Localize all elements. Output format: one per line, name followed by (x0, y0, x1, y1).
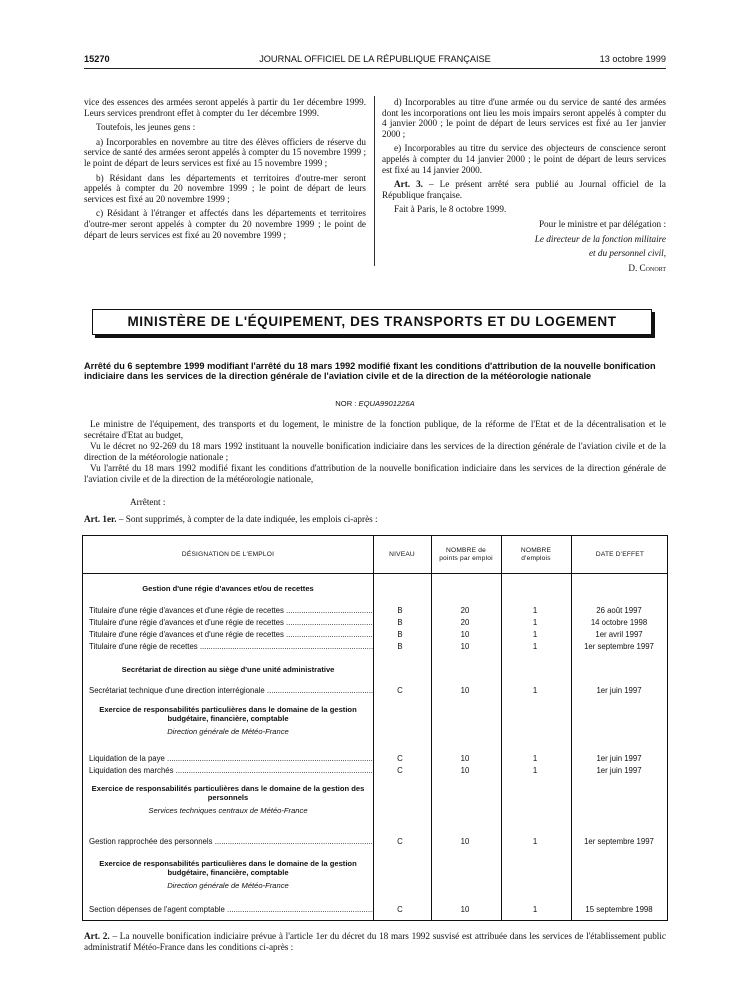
article-text: – Sont supprimés, à compter de la date indiquée, les emplois ci-après : (116, 514, 378, 524)
header-rule (84, 68, 666, 69)
cell-date: 14 octobre 1998 (590, 618, 648, 627)
cell-designation: Section dépenses de l'agent comptable ..... (89, 904, 374, 916)
paragraph: vice des essences des armées seront appelés à partir du 1er décembre 1999. Leurs services prendront effet à compter du 1er décembre 1999. (84, 97, 366, 118)
cell-count: 1 (532, 686, 538, 695)
article-label: Art. 1er. (84, 514, 117, 524)
section-title: Exercice de responsabilités particulières dans le domaine de la gestion des personnels (91, 784, 365, 803)
cell-level: B (397, 606, 403, 615)
col-header-date: DATE D'EFFET (595, 550, 645, 558)
signatory-name: D. Conort (628, 262, 666, 273)
column-rule (571, 536, 572, 920)
ministry-banner: MINISTÈRE DE L'ÉQUIPEMENT, DES TRANSPORTS ET DU LOGEMENT (92, 309, 652, 335)
cell-count: 1 (532, 837, 538, 846)
article-1 (84, 514, 378, 524)
article-3 (382, 179, 666, 200)
col-header-points: NOMBRE de points par emploi (439, 547, 493, 562)
nor-reference (84, 399, 666, 408)
table-row (83, 641, 669, 653)
section-heading (83, 859, 373, 890)
cell-count: 1 (532, 630, 538, 639)
right-column (382, 97, 666, 277)
cell-points: 10 (460, 905, 470, 914)
table-row (83, 685, 669, 697)
table-row (83, 765, 669, 777)
cell-level: B (397, 618, 403, 627)
section-heading (83, 584, 373, 593)
cell-designation: Titulaire d'une régie d'avances et d'une régie de recettes ..... (89, 629, 374, 641)
cell-count: 1 (532, 606, 538, 615)
column-rule (373, 536, 374, 920)
cell-points: 20 (460, 618, 470, 627)
col-header-level: NIVEAU (389, 550, 415, 558)
article-label: Art. 3. (394, 179, 423, 190)
table-row (83, 904, 669, 916)
signature-line: et du personnel civil, (588, 248, 666, 259)
preamble (84, 419, 666, 486)
nor-code: EQUA9901226A (358, 399, 415, 408)
section-heading (83, 784, 373, 815)
cell-level: C (397, 905, 403, 914)
cell-points: 10 (460, 837, 470, 846)
positions-table (82, 535, 668, 921)
cell-points: 10 (460, 642, 470, 651)
signature-line: Le directeur de la fonction militaire (534, 233, 666, 244)
table-row (83, 753, 669, 765)
section-subtitle: Direction générale de Météo-France (167, 880, 289, 890)
paragraph: Vu l'arrêté du 18 mars 1992 modifié fixant les conditions d'attribution de la nouvelle bonification indiciaire dans les services de la direction générale de l'aviation civile et de la direction de la météorologie nationale, (84, 463, 666, 484)
cell-level: C (397, 766, 403, 775)
cell-count: 1 (532, 754, 538, 763)
cell-level: B (397, 642, 403, 651)
col-header-count: NOMBRE d'emplois (520, 547, 552, 562)
paragraph: a) Incorporables en novembre au titre des élèves officiers de réserve du service de santé des armées seront appelés à compter du 15 novembre 1999 ; le point de départ de leurs services est fixé au 15 novembre 1999 ; (84, 136, 366, 168)
col-header-designation: DÉSIGNATION DE L'EMPLOI (181, 550, 275, 558)
table-row (83, 605, 669, 617)
cell-designation: Titulaire d'une régie de recettes ..... (89, 641, 374, 653)
article-text: – La nouvelle bonification indiciaire prévue à l'article 1er du décret du 18 mars 1992 susvisé est attribuée dans les services de l'établissement public administratif Météo-France dans les conditions ci-après : (84, 931, 666, 952)
cell-date: 15 septembre 1998 (585, 905, 653, 914)
cell-date: 1er septembre 1997 (584, 642, 654, 651)
paragraph: Le ministre de l'équipement, des transports et du logement, le ministre de la fonction publique, de la réforme de l'Etat et de la décentralisation et le secrétaire d'Etat au budget, (84, 419, 666, 440)
cell-designation: Gestion rapprochée des personnels ..... (89, 836, 374, 848)
arretent: Arrêtent : (130, 497, 166, 507)
paragraph: d) Incorporables au titre d'une armée ou du service de santé des armées dont les incorporations ont lieu les mois impairs seront appelés à compter du 4 janvier 2000 ; le point de départ de leurs services est fixé au 1er janvier 2000 ; (382, 97, 666, 139)
column-rule (431, 536, 432, 920)
paragraph: b) Résidant dans les départements et territoires d'outre-mer seront appelés à compter du 20 novembre 1999 ; le point de départ de leurs services est fixé au 20 novembre 1999 ; (84, 172, 366, 204)
paragraph: c) Résidant à l'étranger et affectés dans les départements et territoires d'outre-mer seront appelés à compter du 20 novembre 1999 ; le point de départ de leurs services est fixé au 20 novembre 1999 ; (84, 208, 366, 240)
cell-date: 1er juin 1997 (596, 754, 642, 763)
cell-designation: Liquidation des marchés ..... (89, 765, 374, 777)
page-number: 15270 (84, 54, 110, 64)
section-title: Exercice de responsabilités particulières dans le domaine de la gestion budgétaire, financière, comptable (99, 859, 357, 878)
paragraph: Vu le décret no 92-269 du 18 mars 1992 instituant la nouvelle bonification indiciaire dans les services de la direction générale de l'aviation civile et de la direction de la météorologie nationale ; (84, 441, 666, 462)
cell-points: 10 (460, 630, 470, 639)
table-row (83, 617, 669, 629)
article-label: Art. 2. (84, 931, 110, 941)
issue-date: 13 octobre 1999 (599, 54, 666, 64)
section-subtitle: Direction générale de Météo-France (167, 726, 289, 736)
left-column (84, 97, 366, 244)
cell-level: B (397, 630, 403, 639)
cell-points: 20 (460, 606, 470, 615)
cell-count: 1 (532, 618, 538, 627)
cell-designation: Secrétariat technique d'une direction interrégionale ..... (89, 685, 374, 697)
cell-count: 1 (532, 766, 538, 775)
table-row (83, 836, 669, 848)
cell-level: C (397, 837, 403, 846)
cell-points: 10 (460, 686, 470, 695)
cell-points: 10 (460, 766, 470, 775)
nor-label: NOR : (335, 399, 357, 408)
paragraph: Toutefois, les jeunes gens : (96, 122, 196, 133)
cell-count: 1 (532, 642, 538, 651)
paragraph: e) Incorporables au titre du service des objecteurs de conscience seront appelés à compter du 14 janvier 2000 ; le point de départ de leurs services est fixé au 14 janvier 2000. (382, 143, 666, 175)
cell-date: 1er avril 1997 (595, 630, 643, 639)
cell-level: C (397, 686, 403, 695)
article-text: – Le présent arrêté sera publié au Journal officiel de la République française. (382, 179, 666, 200)
section-title: Gestion d'une régie d'avances et/ou de recettes (142, 584, 314, 593)
table-row (83, 629, 669, 641)
section-title: Secrétariat de direction au siège d'une unité administrative (121, 665, 335, 674)
section-title: Exercice de responsabilités particulières dans le domaine de la gestion budgétaire, financière, comptable (99, 705, 357, 724)
cell-date: 1er septembre 1997 (584, 837, 654, 846)
section-heading (83, 705, 373, 736)
cell-points: 10 (460, 754, 470, 763)
cell-date: 1er juin 1997 (596, 766, 642, 775)
cell-count: 1 (532, 905, 538, 914)
cell-designation: Titulaire d'une régie d'avances et d'une régie de recettes ..... (89, 617, 374, 629)
cell-designation: Liquidation de la paye ..... (89, 753, 374, 765)
header-rule (83, 573, 667, 574)
cell-designation: Titulaire d'une régie d'avances et d'une régie de recettes ..... (89, 605, 374, 617)
signature-line: Pour le ministre et par délégation : (538, 218, 666, 229)
column-divider (374, 96, 375, 266)
decree-title: Arrêté du 6 septembre 1999 modifiant l'arrêté du 18 mars 1992 modifié fixant les conditions d'attribution de la nouvelle bonification indiciaire dans les services de la direction générale de l'aviation civile et de la direction de la météorologie nationale (84, 361, 656, 382)
cell-level: C (397, 754, 403, 763)
column-rule (501, 536, 502, 920)
journal-title: JOURNAL OFFICIEL DE LA RÉPUBLIQUE FRANÇAISE (259, 54, 491, 64)
cell-date: 1er juin 1997 (596, 686, 642, 695)
section-subtitle: Services techniques centraux de Météo-France (148, 805, 308, 815)
cell-date: 26 août 1997 (596, 606, 642, 615)
article-2 (84, 931, 666, 952)
section-heading (83, 665, 373, 674)
done-at: Fait à Paris, le 8 octobre 1999. (394, 204, 507, 215)
